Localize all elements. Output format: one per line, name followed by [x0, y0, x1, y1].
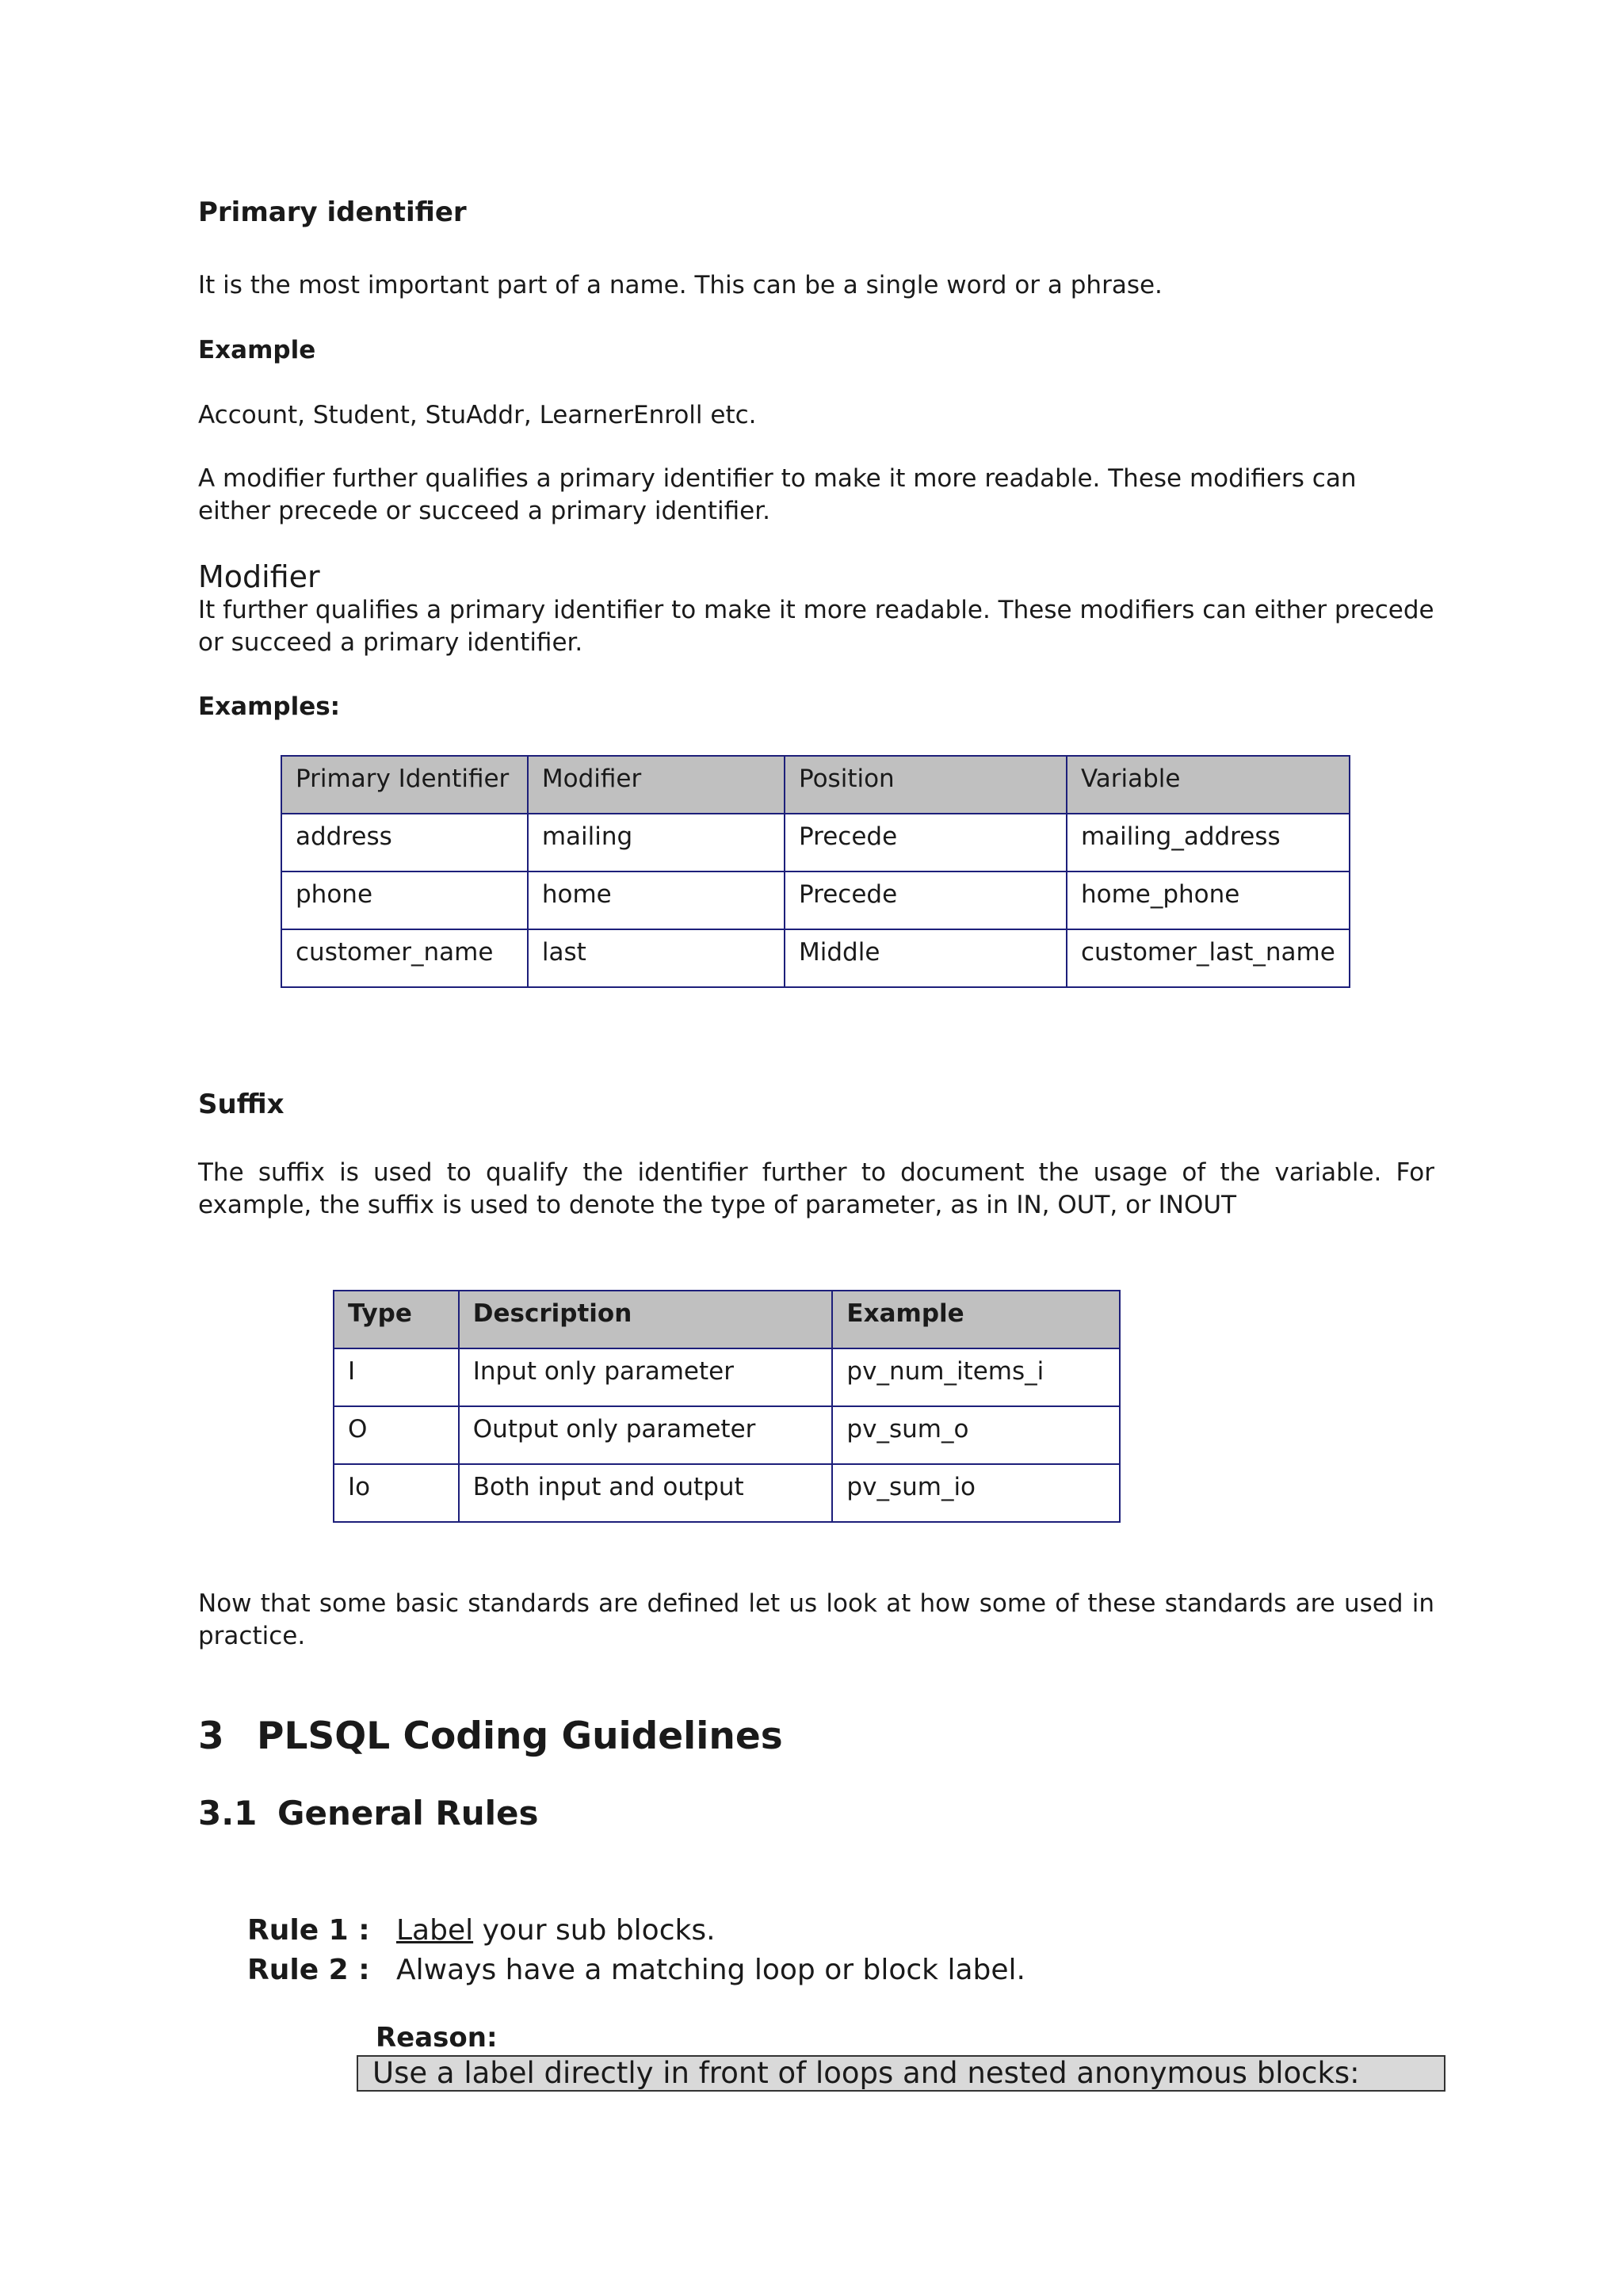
- rule-2-text: Always have a matching loop or block label.: [396, 1954, 1025, 1986]
- header-cell: Modifier: [528, 756, 785, 814]
- modifier-text: It further qualifies a primary identifier to make it more readable. These modifiers can either precede or succeed a primary identifier.: [198, 596, 1434, 657]
- modifier-heading: Modifier: [198, 559, 320, 594]
- table-row: [281, 929, 1350, 987]
- primary-identifier-text: It is the most important part of a name. This can be a single word or a phrase.: [198, 271, 1163, 299]
- table-cell: mailing_address: [1067, 814, 1350, 871]
- suffix-heading: Suffix: [198, 1089, 285, 1120]
- table-cell: Precede: [785, 814, 1067, 871]
- section-3-title: PLSQL Coding Guidelines: [257, 1714, 783, 1758]
- primary-identifier-heading: Primary identifier: [198, 196, 467, 228]
- table-cell: pv_num_items_i: [832, 1348, 1120, 1406]
- rule-1-text: [396, 1914, 716, 1947]
- table-cell: home: [528, 871, 785, 929]
- reason-label: Reason:: [376, 2022, 498, 2054]
- table-cell: address: [281, 814, 528, 871]
- suffix-text: The suffix is used to qualify the identifier further to document the usage of the variable. For example, the suffix is used to denote the type of parameter, as in IN, OUT, or INOUT: [198, 1158, 1434, 1219]
- table-cell: Io: [334, 1464, 459, 1522]
- suffix-types-table: [333, 1290, 1121, 1523]
- table-cell: customer_last_name: [1067, 929, 1350, 987]
- section-3-1-number: 3.1: [198, 1794, 258, 1833]
- header-cell: Variable: [1067, 756, 1350, 814]
- section-3-1-title: General Rules: [277, 1794, 539, 1833]
- examples-label: Examples:: [198, 692, 341, 721]
- table-cell: customer_name: [281, 929, 528, 987]
- table-row: [281, 814, 1350, 871]
- table-cell: mailing: [528, 814, 785, 871]
- table-cell: home_phone: [1067, 871, 1350, 929]
- table-cell: Middle: [785, 929, 1067, 987]
- table-cell: pv_sum_o: [832, 1406, 1120, 1464]
- table-cell: last: [528, 929, 785, 987]
- header-cell: Description: [459, 1291, 833, 1348]
- closing-paragraph: Now that some basic standards are defined let us look at how some of these standards are used in practice.: [198, 1589, 1434, 1650]
- section-3-number: 3: [198, 1714, 224, 1758]
- table-cell: pv_sum_io: [832, 1464, 1120, 1522]
- table-cell: Precede: [785, 871, 1067, 929]
- rule-1-label: Rule 1 :: [247, 1914, 370, 1947]
- table-cell: O: [334, 1406, 459, 1464]
- modifier-intro-paragraph: A modifier further qualifies a primary identifier to make it more readable. These modifiers can either precede or succeed a primary identifier.: [198, 464, 1357, 525]
- header-cell: Type: [334, 1291, 459, 1348]
- table-row: [334, 1464, 1120, 1522]
- table-cell: Output only parameter: [459, 1406, 833, 1464]
- header-cell: Primary Identifier: [281, 756, 528, 814]
- table-row: [281, 871, 1350, 929]
- example-text: Account, Student, StuAddr, LearnerEnroll etc.: [198, 401, 757, 429]
- table-cell: Both input and output: [459, 1464, 833, 1522]
- reason-box: Use a label directly in front of loops and nested anonymous blocks:: [357, 2055, 1445, 2092]
- table-header-row: [281, 756, 1350, 814]
- example-label: Example: [198, 336, 316, 364]
- table-cell: phone: [281, 871, 528, 929]
- rule-1-rest: your sub blocks.: [473, 1914, 716, 1947]
- table-cell: I: [334, 1348, 459, 1406]
- modifier-examples-table: [281, 755, 1350, 988]
- rule-2-label: Rule 2 :: [247, 1954, 370, 1986]
- header-cell: Position: [785, 756, 1067, 814]
- table-cell: Input only parameter: [459, 1348, 833, 1406]
- table-row: [334, 1348, 1120, 1406]
- header-cell: Example: [832, 1291, 1120, 1348]
- label-link[interactable]: Label: [396, 1914, 474, 1947]
- table-row: [334, 1406, 1120, 1464]
- table-header-row: [334, 1291, 1120, 1348]
